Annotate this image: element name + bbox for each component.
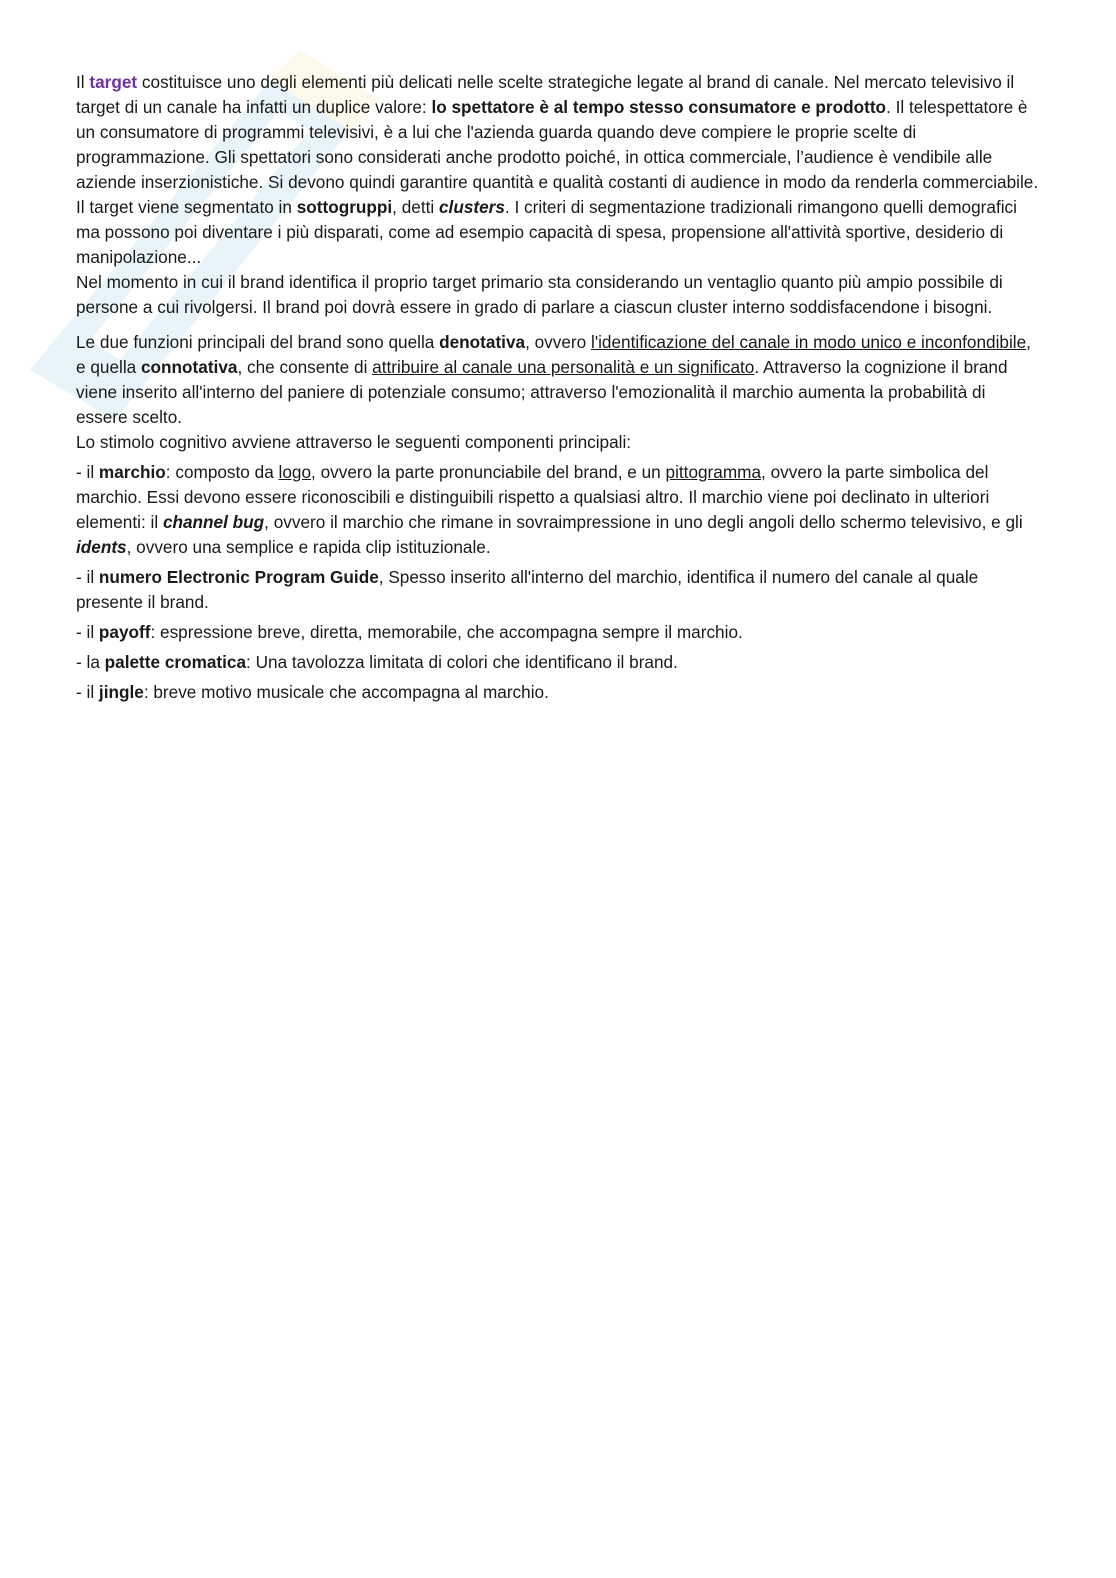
text-run: : composto da <box>165 462 279 482</box>
text-run: . Il telespettatore è un consumatore di programmi televisivi, è a lui che l'azienda guarda quando deve compiere le proprie scelte di programmazione. Gli spettatori sono considerati anche prodotto poiché, in ottica commerciale, l’audience è vendibile alle aziende inserzionistiche. Si devono quindi garantire quantità e qualità costanti di audience in modo da renderla commerciabile. <box>76 97 1039 192</box>
text-run: Il target viene segmentato in <box>76 197 297 217</box>
keyword-epg: numero Electronic Program Guide <box>98 567 379 587</box>
keyword-idents: idents <box>76 537 127 557</box>
text-run: , ovvero la parte pronunciabile del brand, e un <box>311 462 666 482</box>
list-item-jingle <box>76 680 1041 705</box>
underlined-logo: logo <box>278 462 312 482</box>
text-run: - il <box>76 462 99 482</box>
text-run: : breve motivo musicale che accompagna al marchio. <box>143 682 549 702</box>
paragraph-target-primario: Nel momento in cui il brand identifica il proprio target primario sta considerando un ventaglio quanto più ampio possibile di persone a cui rivolgersi. Il brand poi dovrà essere in grado di parlare a ciascun cluster interno soddisfacendone i bisogni. <box>76 272 1003 317</box>
underlined-phrase: attribuire al canale una personalità e un significato <box>372 357 755 377</box>
keyword-channel-bug: channel bug <box>162 512 265 532</box>
keyword-clusters: clusters <box>438 197 505 217</box>
text-run: : Una tavolozza limitata di colori che identificano il brand. <box>246 652 678 672</box>
text-run: costituisce uno degli elementi più delicati nelle scelte strategiche legate al brand di canale. Nel mercato televisivo il target di un canale ha infatti un duplice valore: <box>76 72 1015 117</box>
text-run: , ovvero la parte simbolica del marchio. Essi devono essere riconoscibili e distinguibili rispetto a qualsiasi altro. Il marchio viene poi declinato in ulteriori elementi: il <box>76 462 990 532</box>
document-page <box>76 70 1041 705</box>
text-run: : espressione breve, diretta, memorabile, che accompagna sempre il marchio. <box>150 622 743 642</box>
paragraph-target <box>76 70 1041 195</box>
underlined-pittogramma: pittogramma <box>665 462 762 482</box>
list-item-marchio <box>76 460 1041 560</box>
text-run: , che consente di <box>237 357 373 377</box>
keyword-payoff: payoff <box>98 622 151 642</box>
bold-phrase: lo spettatore è al tempo stesso consumatore e prodotto <box>431 97 887 117</box>
list-item-palette <box>76 650 1041 675</box>
text-run: , Spesso inserito all'interno del marchio, identifica il numero del canale al quale presente il brand. <box>76 567 979 612</box>
keyword-palette-cromatica: palette cromatica <box>104 652 247 672</box>
text-run: - il <box>76 682 99 702</box>
paragraph-clusters <box>76 195 1041 270</box>
list-item-payoff <box>76 620 1041 645</box>
text-run: Le due funzioni principali del brand sono quella <box>76 332 440 352</box>
keyword-denotativa: denotativa <box>439 332 526 352</box>
text-run: , ovvero il marchio che rimane in sovraimpressione in uno degli angoli dello schermo televisivo, e gli <box>264 512 1023 532</box>
keyword-target: target <box>89 72 138 92</box>
text-run: , ovvero <box>525 332 591 352</box>
text-run: , e quella <box>76 332 1031 377</box>
text-run: , ovvero una semplice e rapida clip istituzionale. <box>126 537 491 557</box>
keyword-sottogruppi: sottogruppi <box>296 197 393 217</box>
text-run: - il <box>76 567 99 587</box>
keyword-connotativa: connotativa <box>140 357 238 377</box>
list-item-epg <box>76 565 1041 615</box>
text-run: Il <box>76 72 90 92</box>
paragraph-funzioni-brand <box>76 330 1041 430</box>
text-run: - la <box>76 652 105 672</box>
text-run: - il <box>76 622 99 642</box>
keyword-jingle: jingle <box>98 682 144 702</box>
text-run: . I criteri di segmentazione tradizionali rimangono quelli demografici ma possono poi diventare i più disparati, come ad esempio capacità di spesa, propensione all'attività sportive, desiderio di manipolazione... <box>76 197 1017 267</box>
paragraph-stimolo-cognitivo: Lo stimolo cognitivo avviene attraverso le seguenti componenti principali: <box>76 432 632 452</box>
text-run: . Attraverso la cognizione il brand viene inserito all'interno del paniere di potenziale consumo; attraverso l'emozionalità il marchio aumenta la probabilità di essere scelto. <box>76 357 1008 427</box>
keyword-marchio: marchio <box>98 462 166 482</box>
text-run: , detti <box>392 197 439 217</box>
underlined-phrase: l'identificazione del canale in modo unico e inconfondibile <box>591 332 1027 352</box>
